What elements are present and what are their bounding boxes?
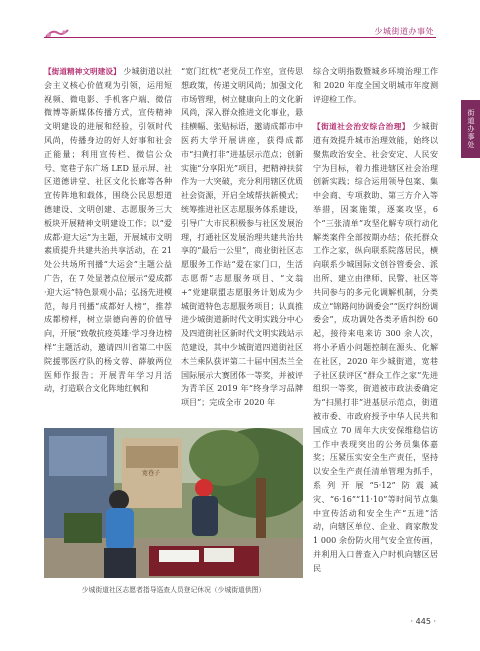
text-column-2 bbox=[181, 65, 303, 423]
running-head: 少城街道办事处 bbox=[374, 27, 434, 36]
text-column-1 bbox=[44, 65, 172, 423]
header-rule bbox=[44, 37, 436, 38]
text-column-3 bbox=[313, 65, 438, 613]
side-section-tab: 街道办事处 bbox=[461, 100, 480, 158]
page-number: · 445 · bbox=[410, 617, 436, 626]
section-tag-civilization: 【街道精神文明建设】 bbox=[44, 67, 121, 76]
section-tag-security: 【街道社会治安综合治理】 bbox=[313, 122, 410, 132]
paragraph-civilization-end: 综合文明指数暨城乡环境治理工作和 2020 年度全国文明城市年度测评迎检工作。 bbox=[313, 67, 438, 104]
paragraph-civilization-cont: “宽门红枕”老党员工作室，宣传思想政策，传递文明风尚；加强文化市场管理，树立健康向上的文化新风尚，深入群众推进文化事业，悬挂横幅、张贴标语，邀请成都市中医药大学开展讲座，获得成都市“扫黄打非”进基层示范点；创新实施“分享阳光”项目，把精神扶贫作为一大突破，充分利用辖区优质社会资源，开启全域帮扶新模式；统筹推进社区志愿服务体系建设，引导广大市民积极参与社区发展治理，打通社区发展治理共建共治共享的“最后一公里”，商业街社区志愿服务工作站“爱在家门口，生活志愿帮”志愿服务项目、“文翁+”党建联盟志愿服务计划成为少城街道特色志愿服务项目；认真推进少城街道新时代文明实践分中心及四道街社区新时代文明实践站示范建设，其中少城街道四道街社区木兰乘队获评第二十届中国杰兰全国际展示大赛团体一等奖，并被评为青羊区 2019 年“终身学习品牌项目”；完成全市 2020 年 bbox=[181, 67, 303, 408]
photo-illustration bbox=[44, 428, 303, 578]
paragraph-civilization: 少城街道以社会主义核心价值观为引领，运用短视频、微电影、手机客户端、微信微博等新媒体传播方式，宣传精神文明建设的进展和经验，引领时代风尚，传播身边的好人好事和社会正能量；利用宣传栏、微信公众号、宽巷子东广场 LED 显示屏、社区道德讲堂、社区文化长廊等各种宣传阵地和载体，围绕公民思想道德建设、文明创建、志愿服务三大板块开展精神文明建设工作；以“爱成都·迎大运”为主题，开展城市文明素质提升共建共治共享活动，在 21 处公共场所刊播“大运会”主题公益广告，在 7 处显著点位展示“爱成都·迎大运”特色景观小品；弘扬先进模范，每月刊播“成都好人榜”，推荐成都榜样，树立崇德向善的价值导向，开展“致敬抗疫英雄·学习身边榜样”主题活动，邀请四川省第二中医院援鄂医疗队的杨文蓉、薛敏两位医师作报告；开展青年学习月活动，打造联合文化阵地红枫和 bbox=[44, 67, 172, 394]
photo-sign-text: 宽巷子 bbox=[142, 470, 161, 477]
photo-caption: 少城街道社区志愿者指导巡查人员登记休况（少城街道供图） bbox=[81, 586, 266, 594]
paragraph-security: 少城街道有效提升城市治理效能，始终以聚焦政治安全、社会安定、人民安宁为目标，着力推进辖区社会治理创新实践；综合运用领导包案、集中会商、专项救助、第三方介入等举措，因案施策，逐案攻坚，6 个“三张清单”攻坚化解专项行动化解类案件全部按期办结；依托群众工作之家，纵向联系院落居民，横向联系少城国际文创谷管委会、派出所、建立由律师、民警、社区等共同参与的多元化调解机制，分类成立“锦路问协调委会”“医疗纠纷调委会”，成功调处各类矛盾纠纷 60 起，接待来电来访 300 余人次，将小矛盾小问题控制在源头、化解在社区，2020 年少城街道，宽巷子社区获评区“群众工作之家”先进组织一等奖，街道被市政法委确定为“扫黑打非”进基层示范点，街道被市委、市政府授予中华人民共和国成立 70 周年大庆安保维稳信访工作中表现突出的公务员集体嘉奖；压紧压实安全生产责任，坚持以安全生产责任清单管理为抓手，系列开展“5·12”防震减灾、“6·16”“11·10”等时间节点集中宣传活动和安全生产“五进”活动，向辖区单位、企业、商家散发 1 000 余份防火用气安全宣传画，并利用入口普查入户时机向辖区居民 bbox=[313, 122, 438, 573]
volunteer-photo bbox=[44, 428, 303, 578]
